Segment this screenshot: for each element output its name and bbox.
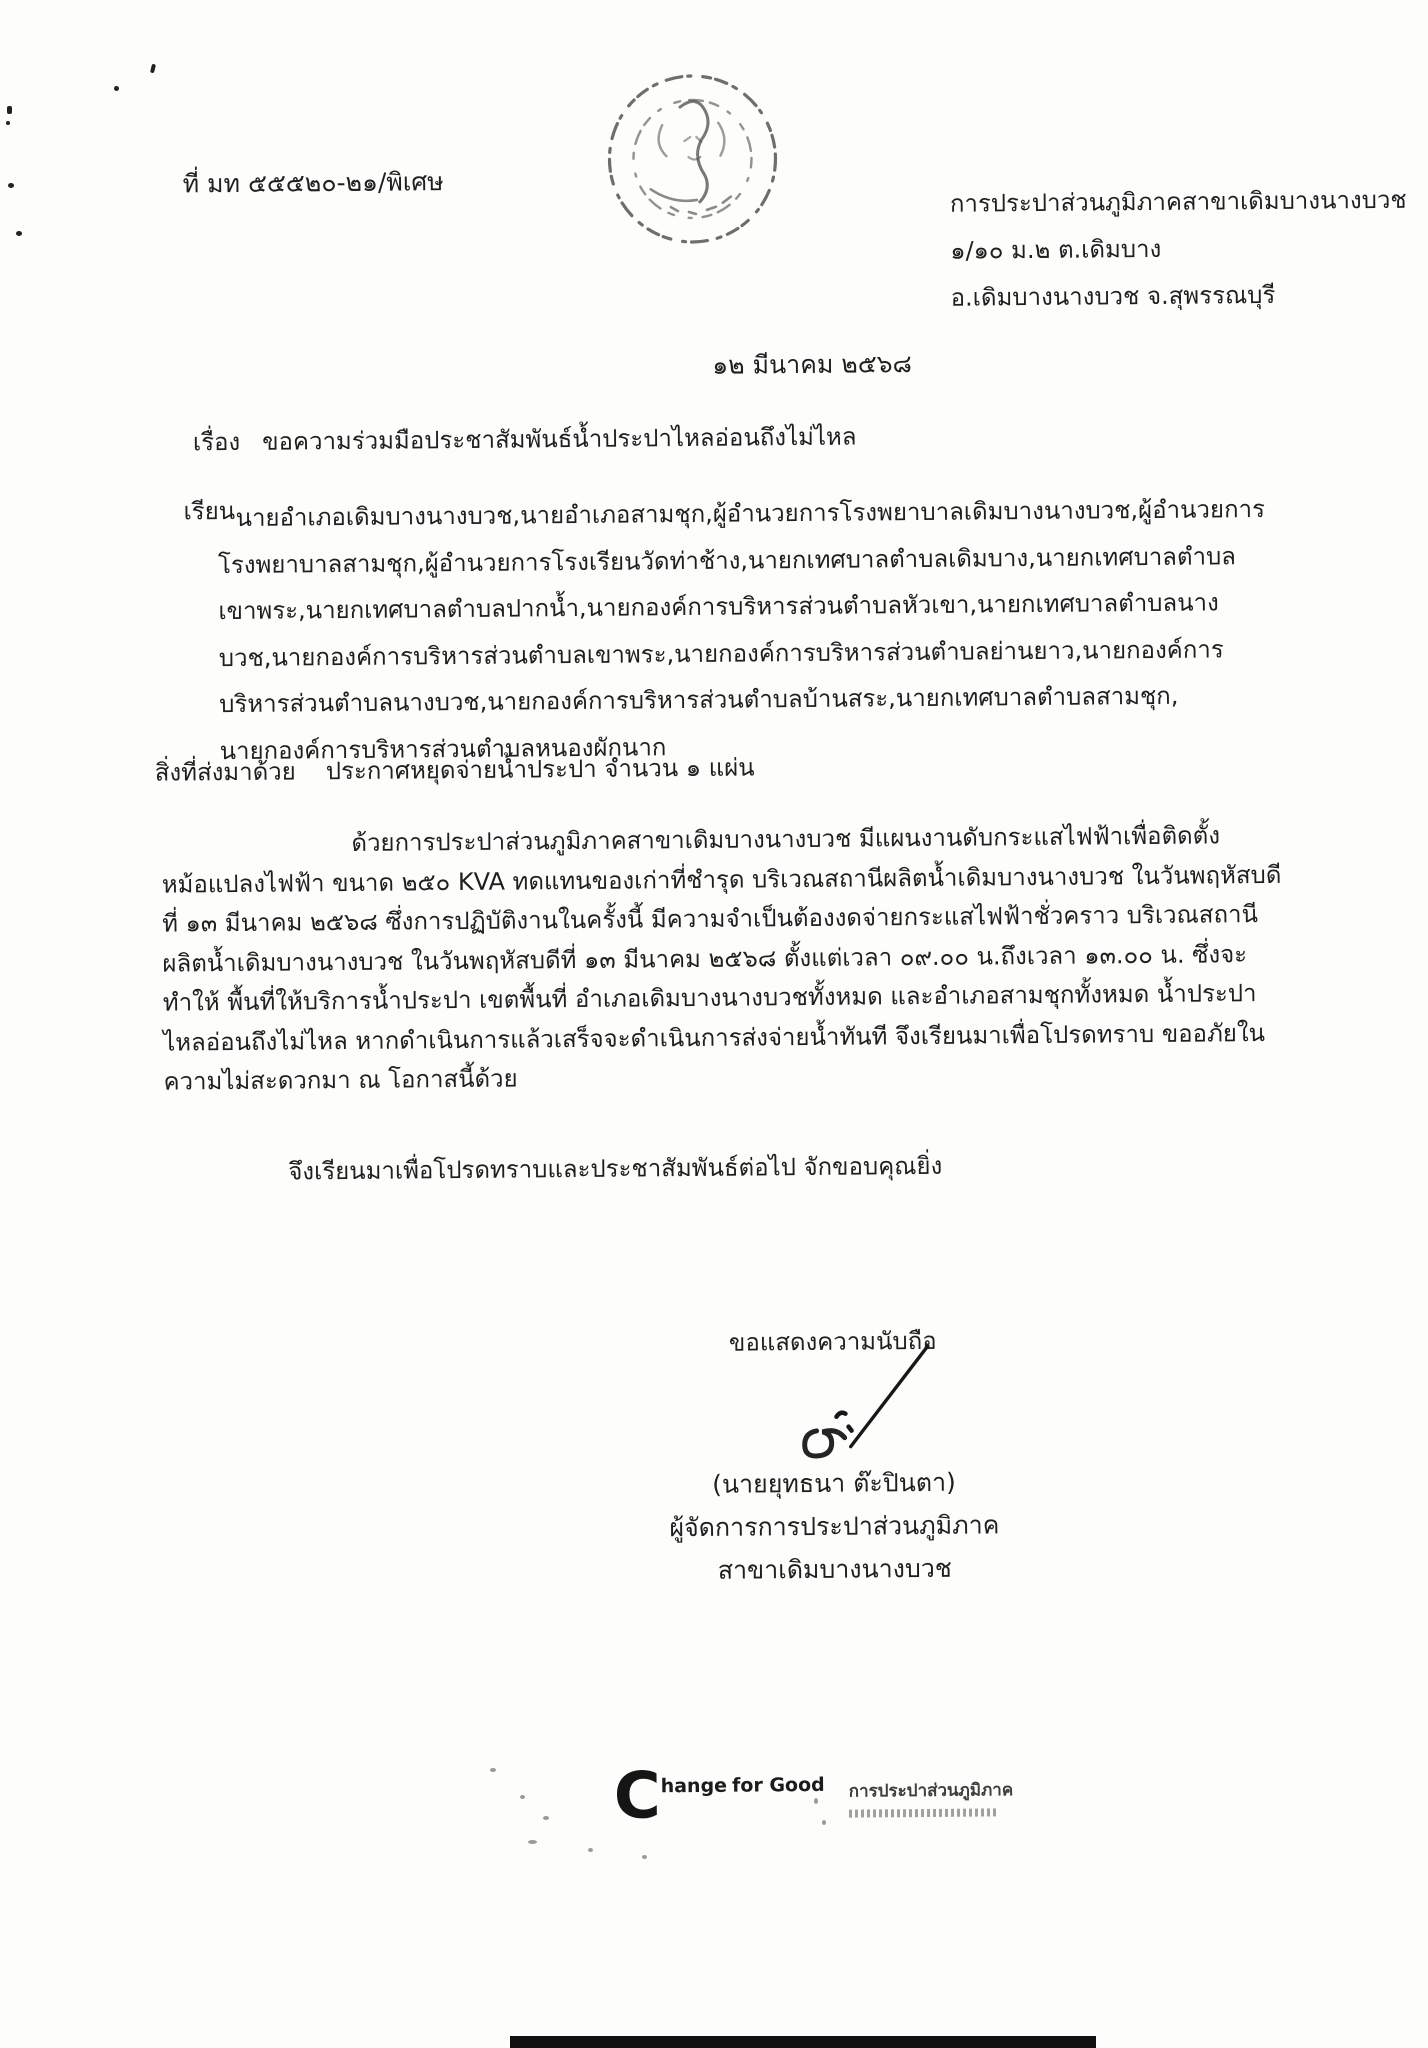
text-line: เขาพระ,นายกเทศบาลตำบลปากน้ำ,นายกองค์การบริหารส่วนตำบลหัวเขา,นายกเทศบาลตำบลนาง	[218, 588, 1219, 626]
signoff-phrase: ขอแสดงความนับถือ	[728, 1326, 937, 1357]
text-line: บริหารส่วนตำบลนางบวช,นายกองค์การบริหารส่วนตำบลบ้านสระ,นายกเทศบาลตำบลสามชุก,	[219, 681, 1179, 719]
scanner-artifact-bar	[510, 2036, 1096, 2048]
text-line: ไหลอ่อนถึงไม่ไหล หากดำเนินการแล้วเสร็จจะดำเนินการส่งจ่ายน้ำทันที จึงเรียนมาเพื่อโปรดทราบ ขออภัยใน	[163, 1018, 1266, 1057]
scan-speck	[543, 1816, 549, 1820]
scan-speck	[528, 1840, 537, 1844]
scan-speck	[520, 1795, 525, 1799]
reference-number: ที่ มท ๕๕๕๒๐-๒๑/พิเศษ	[182, 167, 444, 199]
change-logo-text	[661, 1774, 825, 1798]
attachment-text: ประกาศหยุดจ่ายน้ำประปา จำนวน ๑ แผ่น	[325, 753, 755, 786]
text-line: หม้อแปลงไฟฟ้า ขนาด ๒๕๐ KVA ทดแทนของเก่าที่ชำรุด บริเวณสถานีผลิตน้ำเดิมบางนางบวช ในวันพฤหัสบดี	[161, 860, 1282, 899]
change-logo-text-line2: for Good	[732, 1773, 825, 1797]
sender-address-block	[950, 177, 1408, 322]
scan-speck	[114, 86, 119, 91]
change-logo-text-line1: hange	[660, 1774, 728, 1798]
scan-speck	[822, 1820, 826, 1825]
body-paragraph	[161, 816, 1283, 1102]
text-line: ผลิตน้ำเดิมบางนางบวช ในวันพฤหัสบดีที่ ๑๓ มีนาคม ๒๕๖๘ ตั้งแต่เวลา ๐๙.๐๐ น.ถึงเวลา ๑๓.๐๐ น. ซึ่งจะ	[162, 939, 1248, 978]
text-line: นายกองค์การบริหารส่วนตำบลหนองผักนาก	[219, 732, 667, 765]
signer-block	[604, 1460, 1065, 1593]
scan-speck	[814, 1798, 818, 1804]
scan-speck	[16, 231, 22, 236]
signer-title-2: สาขาเดิมบางนางบวช	[717, 1553, 952, 1585]
to-label: เรียน	[183, 496, 236, 526]
scan-speck	[490, 1768, 496, 1772]
text-line: การประปาส่วนภูมิภาคสาขาเดิมบางนางบวช	[949, 185, 1407, 218]
text-line: ๑/๑๐ ม.๒ ต.เดิมบาง	[950, 234, 1162, 265]
attachment-row	[155, 751, 755, 789]
text-line: นายอำเภอเดิมบางนางบวช,นายอำเภอสามชุก,ผู้อำนวยการโรงพยาบาลเดิมบางนางบวช,ผู้อำนวยการ	[235, 494, 1266, 532]
pwa-logo-subtext-illegible	[849, 1808, 999, 1817]
subject-label: เรื่อง	[192, 427, 241, 457]
attachment-label: สิ่งที่ส่งมาด้วย	[154, 757, 296, 787]
scan-speck	[642, 1855, 647, 1859]
scan-speck	[7, 106, 12, 114]
scan-speck	[6, 121, 10, 125]
text-line: ความไม่สะดวกมา ณ โอกาสนี้ด้วย	[163, 1064, 518, 1096]
scan-speck	[8, 183, 14, 188]
pwa-logo	[849, 1776, 1014, 1817]
pwa-logo-text: การประปาส่วนภูมิภาค	[848, 1780, 1014, 1802]
text-line: โรงพยาบาลสามชุก,ผู้อำนวยการโรงเรียนวัดท่าช้าง,นายกเทศบาลตำบลเดิมบาง,นายกเทศบาลตำบล	[217, 541, 1237, 579]
official-seal-stamp	[592, 62, 794, 259]
signer-name: (นายยุทธนา ต๊ะปินตา)	[712, 1467, 956, 1499]
text-line: ที่ ๑๓ มีนาคม ๒๕๖๘ ซึ่งการปฏิบัติงานในครั้งนี้ มีความจำเป็นต้องงดจ่ายกระแสไฟฟ้าชั่วคราว บริเวณสถานี	[162, 900, 1259, 938]
signer-title-1: ผู้จัดการการประปาส่วนภูมิภาค	[669, 1510, 1000, 1543]
letter-date: ๑๒ มีนาคม ๒๕๖๘	[712, 349, 913, 380]
text-line: ทำให้ พื้นที่ให้บริการน้ำประปา เขตพื้นที่ อำเภอเดิมบางนางบวชทั้งหมด และอำเภอสามชุกทั้งหมด น้ำประปา	[162, 979, 1257, 1017]
change-logo-c-letter: C	[613, 1759, 660, 1834]
scan-speck	[588, 1848, 593, 1852]
subject-text: ขอความร่วมมือประชาสัมพันธ์น้ำประปาไหลอ่อนถึงไม่ไหล	[262, 422, 857, 456]
text-line: อ.เดิมบางนางบวช จ.สุพรรณบุรี	[950, 280, 1276, 312]
text-line: บวช,นายกองค์การบริหารส่วนตำบลเขาพระ,นายกองค์การบริหารส่วนตำบลย่านยาว,นายกองค์การ	[218, 634, 1224, 672]
subject-row	[193, 421, 857, 459]
closing-sentence: จึงเรียนมาเพื่อโปรดทราบและประชาสัมพันธ์ต่อไป จักขอบคุณยิ่ง	[288, 1151, 943, 1186]
text-line: ด้วยการประปาส่วนภูมิภาคสาขาเดิมบางนางบวช มีแผนงานดับกระแสไฟฟ้าเพื่อติดตั้ง	[351, 821, 1221, 857]
change-for-good-logo	[613, 1759, 826, 1834]
signature	[778, 1338, 949, 1469]
recipient-list	[217, 486, 1267, 774]
